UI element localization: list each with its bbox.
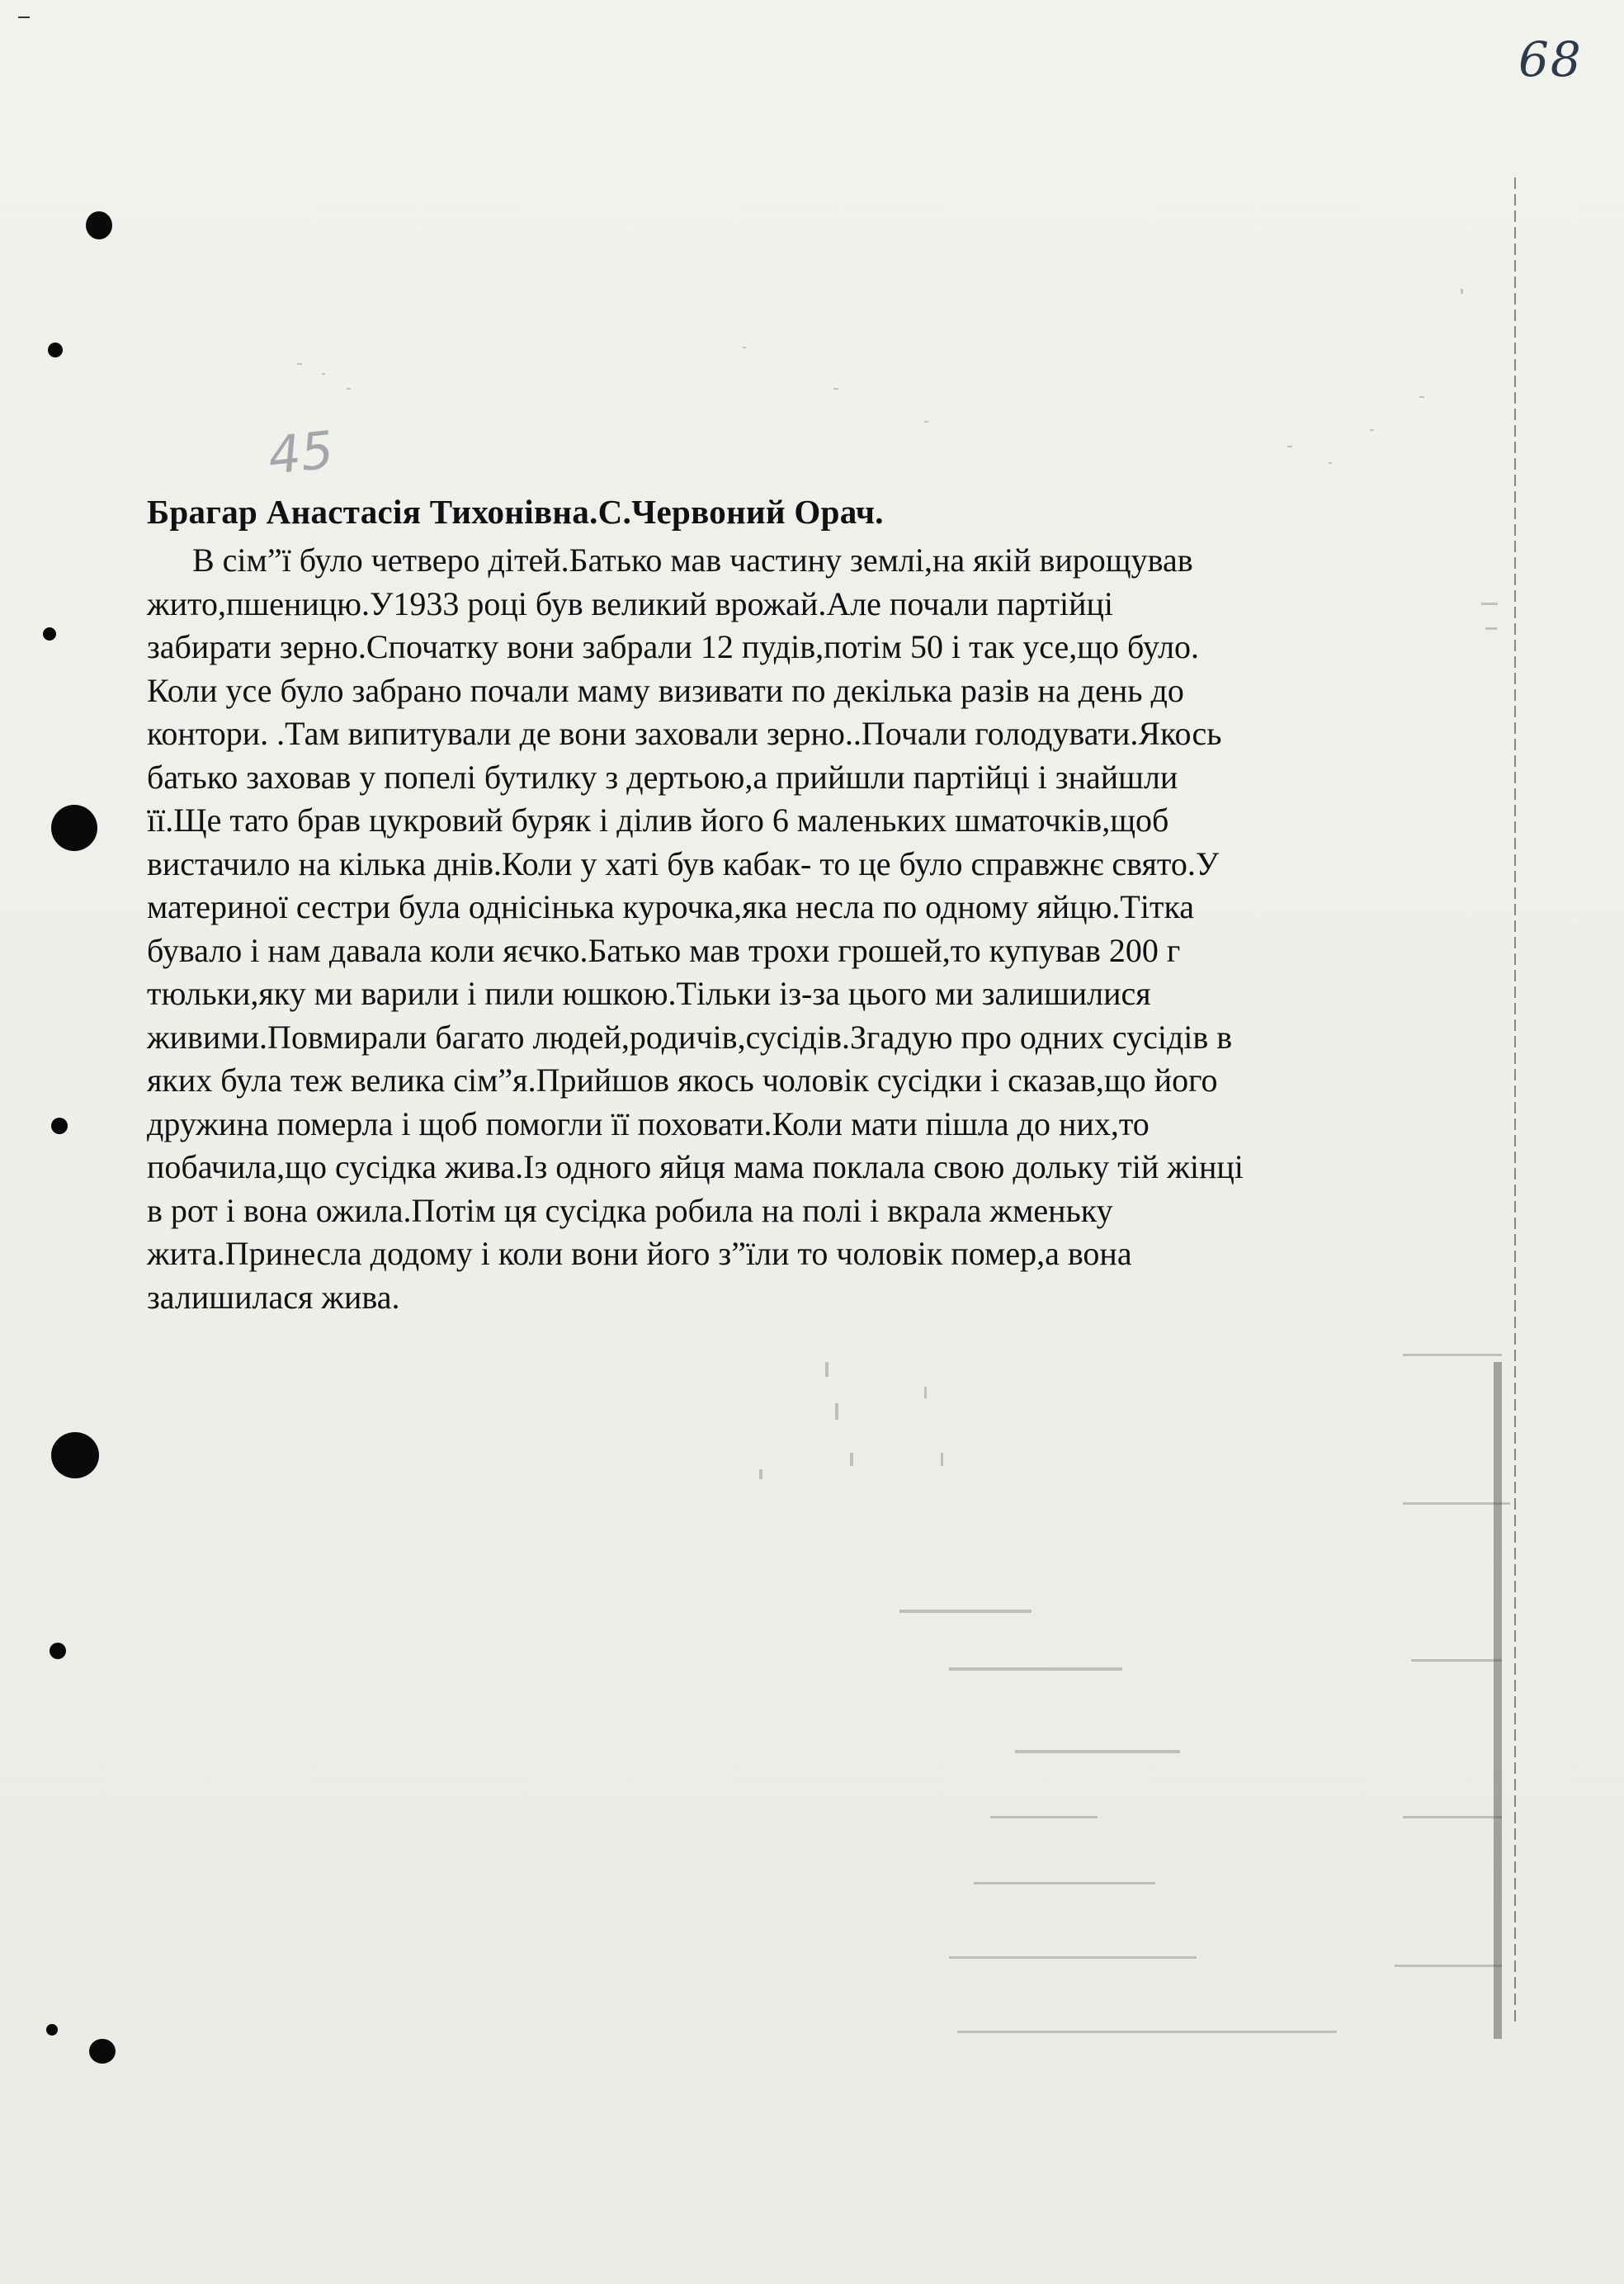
text-line: тюльки,яку ми варили і пили юшкою.Тільки із-за цього ми залишилися xyxy=(147,975,1151,1012)
text-line: материної сестри була однісінька курочка,яка несла по одному яйцю.Тітка xyxy=(147,888,1195,925)
document-body xyxy=(147,539,1463,1319)
text-line: її.Ще тато брав цукровий буряк і ділив його 6 маленьких шматочків,щоб xyxy=(147,802,1169,839)
handwritten-mark: 45 xyxy=(265,419,337,486)
text-line: живими.Повмирали багато людей,родичів,сусідів.Згадую про одних сусідів в xyxy=(147,1018,1233,1056)
text-line: залишилася жива. xyxy=(147,1278,400,1316)
text-line: побачила,що сусідка жива.Із одного яйця мама поклала свою дольку тій жінці xyxy=(147,1148,1244,1185)
text-line: забирати зерно.Спочатку вони забрали 12 пудів,потім 50 і так усе,що було. xyxy=(147,628,1200,665)
text-line: В сім”ї було четверо дітей.Батько мав частину землі,на якій вирощував xyxy=(192,541,1193,579)
text-line: в рот і вона ожила.Потім ця сусідка робила на полі і вкрала жменьку xyxy=(147,1191,1113,1229)
text-line: жито,пшеницю.У1933 році був великий врожай.Але почали партійці xyxy=(147,584,1114,622)
text-line: дружина померла і щоб помогли її поховати.Коли мати пішла до них,то xyxy=(147,1104,1150,1142)
text-line: жита.Принесла додому і коли вони його з”їли то чоловік помер,а вона xyxy=(147,1235,1132,1272)
text-line: яких була теж велика сім”я.Прийшов якось чоловік сусідки і сказав,що його xyxy=(147,1062,1218,1099)
text-line: батько заховав у попелі бутилку з дертьою,а прийшли партійці і знайшли xyxy=(147,758,1178,796)
text-line: вистачило на кілька днів.Коли у хаті був кабак- то це було справжнє свято.У xyxy=(147,844,1220,882)
text-line: Коли усе було забрано почали маму визивати по декілька разів на день до xyxy=(147,671,1184,709)
document-content xyxy=(147,491,1463,1319)
text-line: контори. .Там випитували де вони заховали зерно..Почали голодувати.Якось xyxy=(147,715,1222,752)
document-title: Брагар Анастасія Тихонівна.С.Червоний Орач. xyxy=(147,493,884,531)
page-number: 68 xyxy=(1518,31,1583,87)
text-line: бувало і нам давала коли яєчко.Батько мав трохи грошей,то купував 200 г xyxy=(147,931,1181,969)
